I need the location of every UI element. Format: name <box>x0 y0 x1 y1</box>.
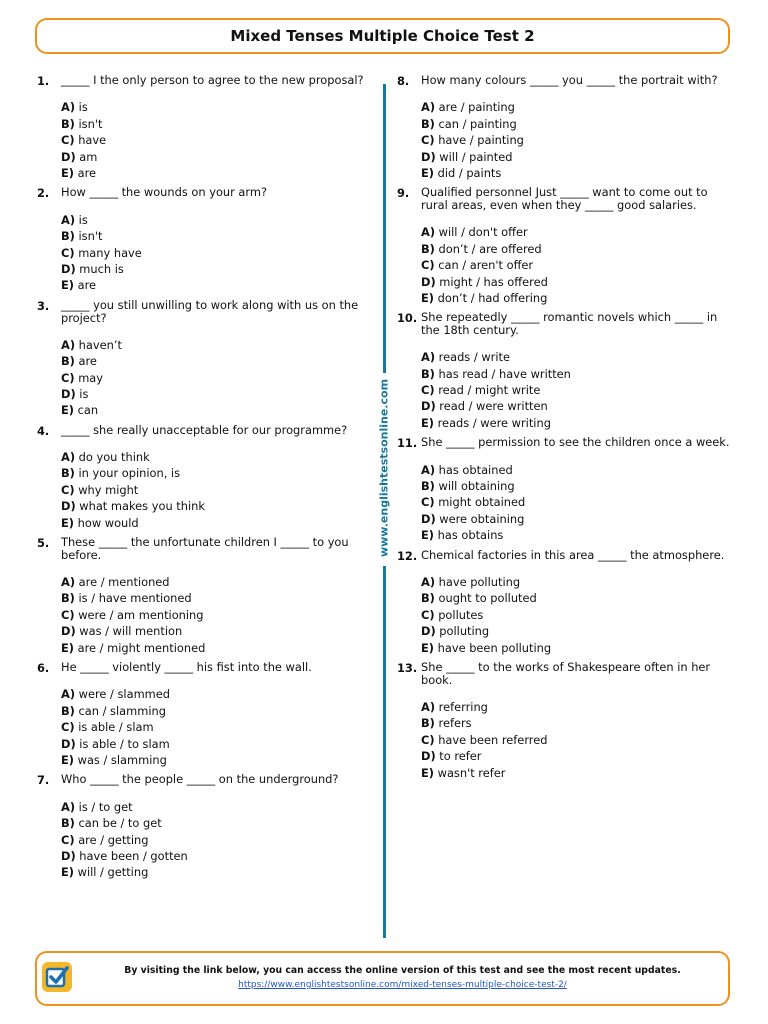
option-letter: C) <box>421 732 435 747</box>
option-text: what makes you think <box>79 499 205 514</box>
answer-option[interactable] <box>61 132 370 148</box>
question-row <box>397 310 737 339</box>
option-text: is / have mentioned <box>78 591 192 606</box>
option-text: isn't <box>78 229 103 244</box>
answer-option[interactable] <box>421 274 737 290</box>
answer-option[interactable] <box>61 228 370 244</box>
question-text: _____ I the only person to agree to the new proposal? <box>61 73 364 87</box>
answer-option[interactable] <box>61 498 370 514</box>
answer-option[interactable] <box>421 748 737 764</box>
option-letter: A) <box>61 799 76 814</box>
option-text: is <box>78 212 88 227</box>
answer-option[interactable] <box>421 732 737 748</box>
option-letter: A) <box>421 699 436 714</box>
option-letter: D) <box>61 149 76 164</box>
column-divider-top <box>383 84 386 373</box>
answer-option[interactable] <box>61 590 370 606</box>
answer-option[interactable] <box>61 864 370 880</box>
option-text: can <box>77 403 99 418</box>
answer-option[interactable] <box>421 398 737 414</box>
answer-options <box>421 462 737 544</box>
option-text: do you think <box>78 450 150 465</box>
option-text: were / slammed <box>78 687 171 702</box>
option-text: might / has offered <box>439 274 548 289</box>
option-text: are <box>77 278 97 293</box>
question-text: She _____ permission to see the children once a week. <box>421 435 730 450</box>
option-text: are / might mentioned <box>77 640 206 655</box>
option-letter: E) <box>61 278 74 293</box>
question-row <box>397 548 737 564</box>
question-row <box>37 535 370 564</box>
option-text: was / will mention <box>79 624 183 639</box>
question-block <box>397 548 737 656</box>
option-text: is able / slam <box>78 720 154 735</box>
option-text: don’t / had offering <box>437 290 548 305</box>
question-row <box>37 298 370 327</box>
option-text: has obtained <box>438 462 513 477</box>
answer-option[interactable] <box>421 149 737 165</box>
option-letter: C) <box>61 720 75 735</box>
question-row <box>37 73 370 89</box>
question-text: Chemical factories in this area _____ the atmosphere. <box>421 547 725 562</box>
answer-options <box>61 574 370 656</box>
answer-option[interactable] <box>61 261 370 277</box>
question-row <box>37 772 370 788</box>
option-text: isn't <box>78 116 103 131</box>
option-letter: C) <box>61 245 75 260</box>
option-letter: C) <box>61 133 75 148</box>
option-letter: E) <box>61 165 74 180</box>
option-letter: A) <box>61 212 76 227</box>
answer-option[interactable] <box>421 257 737 273</box>
option-letter: C) <box>421 495 435 510</box>
option-letter: A) <box>421 462 436 477</box>
footer-link[interactable]: https://www.englishtestsonline.com/mixed-tenses-multiple-choice-test-2/ <box>238 980 567 990</box>
option-letter: D) <box>421 399 436 414</box>
question-row <box>397 660 737 689</box>
answer-option[interactable] <box>421 132 737 148</box>
option-letter: C) <box>61 370 75 385</box>
option-text: have been referred <box>438 732 548 747</box>
answer-options <box>61 212 370 294</box>
answer-option[interactable] <box>421 511 737 527</box>
answer-option[interactable] <box>421 99 737 115</box>
answer-options <box>421 224 737 306</box>
option-text: did / paints <box>437 165 502 180</box>
question-row <box>37 185 370 201</box>
answer-option[interactable] <box>61 686 370 702</box>
question-text: How _____ the wounds on your arm? <box>61 185 268 200</box>
option-text: are <box>78 354 97 369</box>
answer-options <box>61 337 370 419</box>
answer-option[interactable] <box>61 277 370 293</box>
option-letter: B) <box>61 229 75 244</box>
question-block <box>397 310 737 431</box>
option-letter: D) <box>61 848 76 863</box>
option-text: may <box>78 370 104 385</box>
option-text: have polluting <box>438 575 521 590</box>
answer-option[interactable] <box>421 640 737 656</box>
option-letter: E) <box>421 165 434 180</box>
question-block <box>37 660 370 768</box>
question-number: 4. <box>37 423 50 438</box>
option-letter: E) <box>61 752 74 767</box>
answer-option[interactable] <box>61 165 370 181</box>
answer-option[interactable] <box>61 640 370 656</box>
option-letter: A) <box>61 687 76 702</box>
question-column-left <box>37 73 370 885</box>
answer-options <box>421 574 737 656</box>
option-text: can / slamming <box>78 703 166 718</box>
question-row <box>397 435 737 451</box>
answer-option[interactable] <box>421 494 737 510</box>
question-number: 11. <box>397 436 418 451</box>
answer-option[interactable] <box>61 212 370 228</box>
question-number: 1. <box>37 74 50 88</box>
question-block <box>37 772 370 880</box>
question-row <box>37 660 370 676</box>
answer-option[interactable] <box>61 353 370 369</box>
option-text: don’t / are offered <box>438 241 542 256</box>
option-text: can be / to get <box>78 816 162 831</box>
option-letter: E) <box>421 765 434 780</box>
question-number: 3. <box>37 298 50 313</box>
option-letter: C) <box>421 383 435 398</box>
question-column-right <box>397 73 737 785</box>
option-letter: B) <box>421 591 435 606</box>
answer-option[interactable] <box>421 382 737 398</box>
answer-options <box>421 99 737 181</box>
question-block <box>37 298 370 419</box>
answer-options <box>61 686 370 768</box>
option-letter: B) <box>421 241 435 256</box>
option-text: will obtaining <box>438 479 515 494</box>
answer-option[interactable] <box>61 736 370 752</box>
question-number: 12. <box>397 548 418 563</box>
option-text: is able / to slam <box>79 736 170 751</box>
option-letter: B) <box>61 116 75 131</box>
question-block <box>397 185 737 306</box>
option-text: have been polluting <box>437 640 552 655</box>
question-text: Qualified personnel Just _____ want to come out to rural areas, even when they _____ good salaries. <box>421 185 708 213</box>
question-block <box>37 185 370 293</box>
option-text: reads / write <box>438 350 510 365</box>
option-text: will / painted <box>439 149 513 164</box>
answer-option[interactable] <box>61 99 370 115</box>
option-letter: E) <box>421 415 434 430</box>
option-letter: C) <box>421 607 435 622</box>
answer-option[interactable] <box>61 337 370 353</box>
footer-box <box>35 951 730 1006</box>
question-block <box>397 435 737 543</box>
option-text: was / slamming <box>77 752 167 767</box>
question-text: She _____ to the works of Shakespeare often in her book. <box>421 659 711 687</box>
option-letter: B) <box>61 816 75 831</box>
answer-option[interactable] <box>61 719 370 735</box>
option-letter: A) <box>421 350 436 365</box>
answer-option[interactable] <box>421 699 737 715</box>
option-letter: E) <box>421 528 434 543</box>
answer-option[interactable] <box>61 623 370 639</box>
answer-option[interactable] <box>61 832 370 848</box>
option-letter: B) <box>421 116 435 131</box>
option-text: can / aren't offer <box>438 258 534 273</box>
answer-option[interactable] <box>421 349 737 365</box>
answer-option[interactable] <box>421 366 737 382</box>
option-letter: A) <box>61 450 76 465</box>
option-letter: A) <box>61 100 76 115</box>
option-text: are / getting <box>78 832 149 847</box>
option-letter: B) <box>61 466 75 481</box>
answer-option[interactable] <box>421 165 737 181</box>
question-text: _____ you still unwilling to work along with us on the project? <box>61 297 359 325</box>
answer-option[interactable] <box>61 116 370 132</box>
option-text: might obtained <box>438 495 526 510</box>
option-letter: A) <box>421 575 436 590</box>
question-text: Who _____ the people _____ on the underground? <box>61 772 339 787</box>
option-text: is / to get <box>78 799 133 814</box>
answer-option[interactable] <box>61 607 370 623</box>
question-number: 8. <box>397 74 410 88</box>
answer-option[interactable] <box>61 752 370 768</box>
answer-option[interactable] <box>421 527 737 543</box>
option-letter: A) <box>61 337 76 352</box>
answer-option[interactable] <box>61 815 370 831</box>
question-number: 13. <box>397 660 418 675</box>
option-letter: C) <box>421 258 435 273</box>
answer-option[interactable] <box>421 241 737 257</box>
option-letter: C) <box>61 482 75 497</box>
option-text: are / painting <box>438 100 515 115</box>
option-text: are <box>77 165 97 180</box>
option-text: will / don't offer <box>438 225 528 240</box>
option-letter: D) <box>61 736 76 751</box>
option-letter: D) <box>421 274 436 289</box>
option-letter: C) <box>61 832 75 847</box>
answer-options <box>61 449 370 531</box>
option-letter: E) <box>61 865 74 880</box>
answer-option[interactable] <box>421 415 737 431</box>
option-text: are / mentioned <box>78 575 170 590</box>
answer-options <box>61 799 370 881</box>
option-text: has obtains <box>437 528 504 543</box>
watermark-url: www.englishtestsonline.com <box>377 378 391 558</box>
answer-option[interactable] <box>421 462 737 478</box>
answer-option[interactable] <box>421 478 737 494</box>
answer-option[interactable] <box>421 715 737 731</box>
question-row <box>397 185 737 214</box>
option-text: have been / gotten <box>79 848 188 863</box>
question-text: How many colours _____ you _____ the portrait with? <box>421 73 718 87</box>
question-number: 5. <box>37 536 50 551</box>
answer-option[interactable] <box>61 848 370 864</box>
answer-options <box>61 99 370 181</box>
answer-option[interactable] <box>421 765 737 781</box>
answer-option[interactable] <box>421 290 737 306</box>
answer-option[interactable] <box>61 465 370 481</box>
question-text: _____ she really unacceptable for our programme? <box>61 422 348 437</box>
answer-option[interactable] <box>61 799 370 815</box>
answer-option[interactable] <box>421 116 737 132</box>
option-letter: E) <box>61 640 74 655</box>
option-letter: D) <box>421 511 436 526</box>
option-text: haven’t <box>78 337 122 352</box>
option-letter: D) <box>421 149 436 164</box>
option-text: refers <box>438 716 472 731</box>
option-text: will / getting <box>77 865 149 880</box>
answer-options <box>421 349 737 431</box>
option-text: to refer <box>439 749 482 764</box>
option-letter: E) <box>421 290 434 305</box>
page-title: Mixed Tenses Multiple Choice Test 2 <box>230 27 535 45</box>
option-text: why might <box>78 482 139 497</box>
answer-option[interactable] <box>61 245 370 261</box>
option-text: has read / have written <box>438 366 571 381</box>
answer-options <box>421 699 737 781</box>
answer-option[interactable] <box>61 402 370 418</box>
option-letter: B) <box>61 703 75 718</box>
answer-option[interactable] <box>61 515 370 531</box>
answer-option[interactable] <box>421 224 737 240</box>
answer-option[interactable] <box>61 370 370 386</box>
option-text: can / painting <box>438 116 517 131</box>
question-block <box>397 73 737 181</box>
option-text: wasn't refer <box>437 765 506 780</box>
answer-option[interactable] <box>61 482 370 498</box>
option-letter: E) <box>61 515 74 530</box>
option-text: how would <box>77 515 139 530</box>
question-text: These _____ the unfortunate children I _____ to you before. <box>61 535 349 563</box>
option-text: many have <box>78 245 142 260</box>
option-text: polluting <box>439 624 490 639</box>
option-text: read / might write <box>438 383 541 398</box>
column-divider-bottom <box>383 566 386 938</box>
option-text: have / painting <box>438 133 524 148</box>
question-block <box>37 535 370 656</box>
option-text: were / am mentioning <box>78 607 204 622</box>
answer-option[interactable] <box>61 574 370 590</box>
question-row <box>397 73 737 89</box>
option-letter: A) <box>61 575 76 590</box>
option-letter: D) <box>421 749 436 764</box>
answer-option[interactable] <box>61 149 370 165</box>
question-row <box>37 423 370 439</box>
option-text: read / were written <box>439 399 548 414</box>
option-letter: C) <box>421 133 435 148</box>
option-text: referring <box>438 699 488 714</box>
option-letter: E) <box>61 403 74 418</box>
question-text: He _____ violently _____ his fist into the wall. <box>61 659 312 674</box>
option-text: reads / were writing <box>437 415 551 430</box>
option-text: is <box>79 386 89 401</box>
answer-option[interactable] <box>421 607 737 623</box>
answer-option[interactable] <box>61 449 370 465</box>
option-letter: D) <box>61 261 76 276</box>
option-letter: C) <box>61 607 75 622</box>
question-number: 10. <box>397 311 418 326</box>
option-letter: D) <box>61 624 76 639</box>
footer-text: By visiting the link below, you can access the online version of this test and see the most recent updates. <box>124 965 681 976</box>
option-letter: B) <box>421 366 435 381</box>
option-text: much is <box>79 261 124 276</box>
question-block <box>397 660 737 781</box>
option-text: in your opinion, is <box>78 466 181 481</box>
option-text: were obtaining <box>439 511 525 526</box>
option-letter: B) <box>61 354 75 369</box>
option-text: have <box>78 133 107 148</box>
option-letter: E) <box>421 640 434 655</box>
question-block <box>37 423 370 531</box>
question-block <box>37 73 370 181</box>
question-number: 7. <box>37 773 50 788</box>
answer-option[interactable] <box>421 574 737 590</box>
checkbox-check-icon <box>42 962 72 992</box>
option-letter: B) <box>421 716 435 731</box>
answer-option[interactable] <box>61 703 370 719</box>
option-letter: A) <box>421 225 436 240</box>
option-text: ought to polluted <box>438 591 537 606</box>
option-letter: D) <box>61 499 76 514</box>
option-letter: B) <box>61 591 75 606</box>
answer-option[interactable] <box>421 590 737 606</box>
question-number: 6. <box>37 660 50 675</box>
question-text: She repeatedly _____ romantic novels which _____ in the 18th century. <box>421 310 718 338</box>
question-number: 9. <box>397 186 410 201</box>
answer-option[interactable] <box>61 386 370 402</box>
option-letter: D) <box>421 624 436 639</box>
option-letter: D) <box>61 386 76 401</box>
option-text: is <box>78 100 88 115</box>
option-text: am <box>79 149 98 164</box>
answer-option[interactable] <box>421 623 737 639</box>
option-letter: A) <box>421 100 436 115</box>
question-number: 2. <box>37 186 50 201</box>
option-text: pollutes <box>438 607 484 622</box>
option-letter: B) <box>421 479 435 494</box>
title-box <box>35 18 730 54</box>
